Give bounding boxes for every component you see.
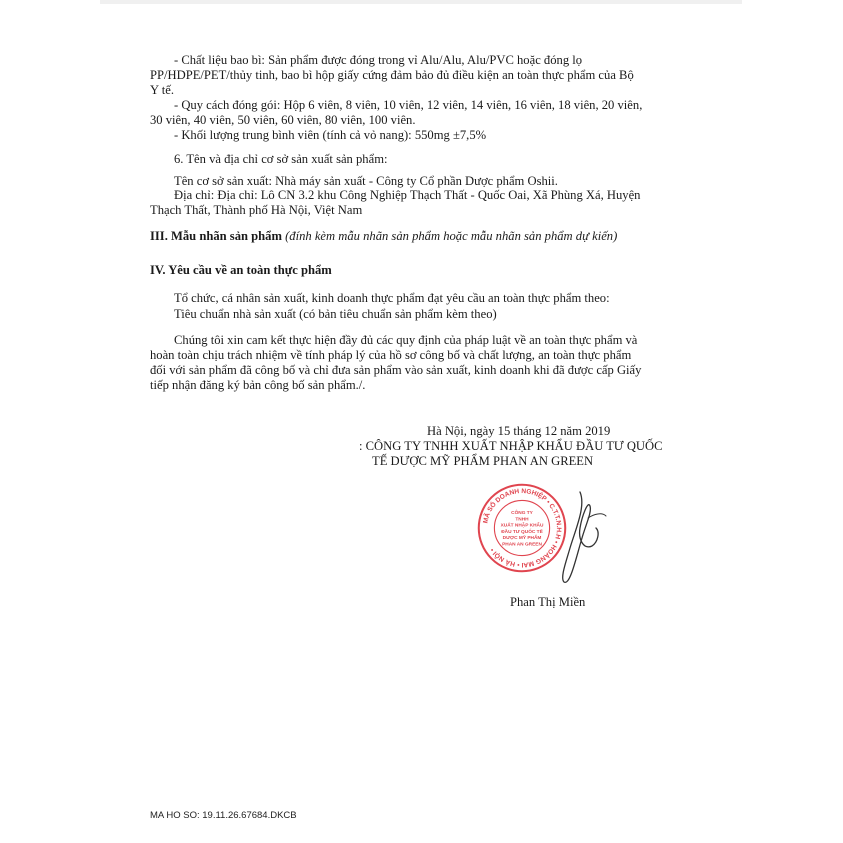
manufacturer-address: Địa chỉ: Địa chỉ: Lô CN 3.2 khu Công Nghiệp Thạch Thất - Quốc Oai, Xã Phùng Xá, Huyện <box>174 188 641 202</box>
seal-center-text: DƯỢC MỸ PHẨM <box>502 536 542 542</box>
section-6-heading: 6. Tên và địa chỉ cơ sở sản xuất sản phẩm: <box>174 152 388 166</box>
document-code-footer: MA HO SO: 19.11.26.67684.DKCB <box>150 810 297 821</box>
section-3-note: (đính kèm mẫu nhãn sản phẩm hoặc mẫu nhãn sản phẩm dự kiến) <box>285 229 618 243</box>
commitment-paragraph: hoàn toàn chịu trách nhiệm về tính pháp lý của hồ sơ công bố và chất lượng, an toàn thực phẩm <box>150 348 632 362</box>
commitment-paragraph: Chúng tôi xin cam kết thực hiện đầy đủ các quy định của pháp luật về an toàn thực phẩm và <box>174 333 638 347</box>
commitment-paragraph: tiếp nhận đăng ký bản công bố sản phẩm./. <box>150 378 366 392</box>
packaging-material-line: PP/HDPE/PET/thủy tinh, bao bì hộp giấy cứng đảm bảo đủ điều kiện an toàn thực phẩm của Bộ <box>150 68 634 82</box>
packaging-material-line: - Chất liệu bao bì: Sản phẩm được đóng trong vỉ Alu/Alu, Alu/PVC hoặc đóng lọ <box>174 53 583 67</box>
signer-name: Phan Thị Miền <box>510 595 586 609</box>
signing-date: Hà Nội, ngày 15 tháng 12 năm 2019 <box>427 424 611 438</box>
packaging-spec-line: - Quy cách đóng gói: Hộp 6 viên, 8 viên, 10 viên, 12 viên, 14 viên, 16 viên, 18 viên, 20 viên, <box>174 98 643 112</box>
packaging-spec-line: 30 viên, 40 viên, 50 viên, 60 viên, 80 viên, 100 viên. <box>150 113 416 127</box>
manufacturer-address: Thạch Thất, Thành phố Hà Nội, Việt Nam <box>150 203 363 217</box>
standard-line: Tiêu chuẩn nhà sản xuất (có bản tiêu chuẩn sản phẩm kèm theo) <box>174 307 497 321</box>
section-3-title: III. Mẫu nhãn sản phẩm <box>150 229 282 243</box>
company-name: TẾ DƯỢC MỸ PHẨM PHAN AN GREEN <box>372 454 594 468</box>
manufacturer-name: Tên cơ sở sản xuất: Nhà máy sản xuất - Công ty Cổ phần Dược phẩm Oshii. <box>174 174 558 188</box>
handwritten-signature <box>540 488 620 588</box>
seal-center-text: XUẤT NHẬP KHẨU <box>500 523 544 529</box>
seal-center-text: CÔNG TY <box>511 511 533 517</box>
section-4-heading: IV. Yêu cầu về an toàn thực phẩm <box>150 263 332 277</box>
section-3-heading <box>150 229 617 244</box>
seal-ring-text: MÃ SỐ DOANH NGHIỆP • C.T.T.N.H.H • HOÀNG MAI • HÀ NỘI • <box>482 487 563 568</box>
average-weight-line: - Khối lượng trung bình viên (tính cả vỏ nang): 550mg ±7,5% <box>174 128 487 142</box>
packaging-material-line: Y tế. <box>150 83 175 97</box>
company-name: : CÔNG TY TNHH XUẤT NHẬP KHẨU ĐẦU TƯ QUỐC <box>359 439 663 453</box>
safety-requirement-line: Tổ chức, cá nhân sản xuất, kinh doanh thực phẩm đạt yêu cầu an toàn thực phẩm theo: <box>174 291 610 305</box>
seal-center-text: ĐẦU TƯ QUỐC TẾ <box>501 529 543 535</box>
seal-center-text: PHAN AN GREEN <box>502 542 542 548</box>
seal-center-text: TNHH <box>515 517 529 523</box>
commitment-paragraph: đối với sản phẩm đã công bố và chỉ đưa sản phẩm vào sản xuất, kinh doanh khi đã được cấp Giấy <box>150 363 642 377</box>
